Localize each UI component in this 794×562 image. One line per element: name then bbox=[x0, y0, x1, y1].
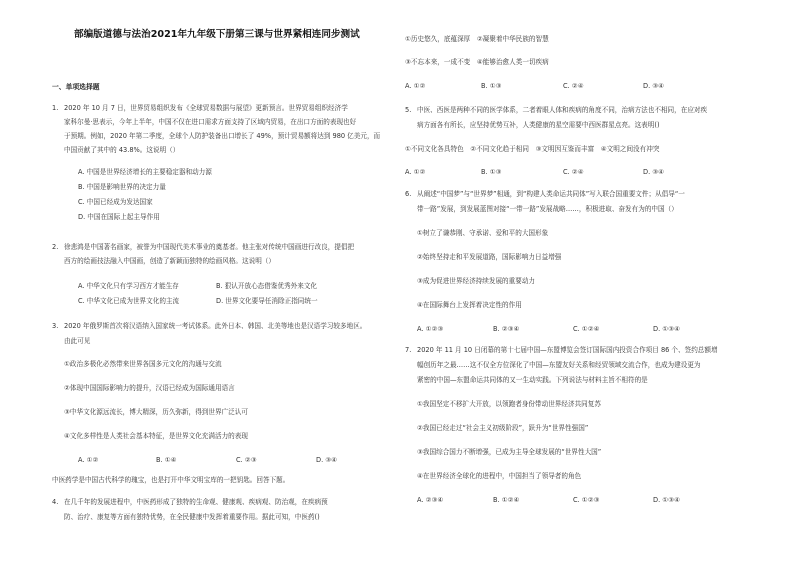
right-column bbox=[397, 0, 794, 562]
section-heading: 一、单项选择题 bbox=[52, 83, 100, 91]
answer-option-a[interactable]: A. 中华文化只有学习西方才能生存 bbox=[78, 282, 179, 290]
answer-option-b[interactable]: B. ①③ bbox=[481, 82, 502, 90]
question-text: 中国贡献了其中的 43.8%。这说明（） bbox=[64, 146, 180, 154]
question-number: 5. bbox=[405, 106, 412, 114]
answer-option[interactable]: D. 中国在国际上起主导作用 bbox=[78, 213, 160, 221]
question-text: 西方的绘画技法融入中国画，创造了新颖而独特的绘画风格。这说明（） bbox=[64, 257, 275, 265]
question-number: 2. bbox=[52, 243, 59, 251]
answer-option[interactable]: C. 中国已经成为发达国家 bbox=[78, 198, 153, 206]
answer-option-a[interactable]: A. ①② bbox=[78, 456, 99, 464]
answer-option-a[interactable]: A. ①② bbox=[405, 82, 426, 90]
question-text: 从阐述“中国梦”与“世界梦”相通，到“构建人类命运共同体”写入联合国重要文件；从倡导“一 bbox=[417, 190, 685, 198]
statement-item: ②始终坚持走和平发展道路，国际影响力日益增强 bbox=[417, 253, 562, 261]
question-text: 徐悲鸿是中国著名画家，被誉为中国现代美术事业的奠基者。他主张对传统中国画进行改良，提倡把 bbox=[64, 243, 355, 251]
question-number: 6. bbox=[405, 190, 412, 198]
statement-item: ③成为促进世界经济持续发展的重要动力 bbox=[417, 277, 536, 285]
statement-item: ③不忘本来，一成不变 ④能够治愈人类一切疾病 bbox=[405, 58, 549, 66]
answer-option-a[interactable]: A. ①② bbox=[405, 168, 426, 176]
question-text: 紧密的中国—东盟命运共同体的又一生动实践。下列说法与材料主旨不相符的是 bbox=[417, 376, 648, 384]
question-text: 中医、西医是两种不同的医学体系，二者着眼人体和疾病的角度不同，治病方法也不相同，在应对疾 bbox=[417, 106, 708, 114]
answer-option[interactable]: A. 中国是世界经济增长的主要稳定器和动力源 bbox=[78, 168, 212, 176]
answer-option-b[interactable]: B. 狠认开放心态借鉴优秀外来文化 bbox=[216, 282, 318, 290]
question-number: 7. bbox=[405, 346, 412, 354]
question-text: 在几千年的发展进程中，中医药形成了独特的生命观、健康观、疾病观、防治观，在疾病预 bbox=[64, 498, 328, 506]
answer-option-d[interactable]: D. ①③④ bbox=[653, 325, 681, 333]
question-number: 1. bbox=[52, 104, 59, 112]
question-text: 带一路”发展，到发展蓝图对接“一带一路”发展战略……，积极进取、奋发有为的中国（） bbox=[417, 205, 678, 213]
answer-option-d[interactable]: D. ③④ bbox=[643, 82, 665, 90]
question-text: 幅创历年之最……这不仅全方位深化了中国—东盟友好关系和经贸领域交流合作，也成为建设更为 bbox=[417, 361, 701, 369]
question-number: 3. bbox=[52, 322, 59, 330]
answer-option-d[interactable]: D. 世界文化要导任消除正指同统一 bbox=[216, 297, 318, 305]
question-text: 防、治疗、康复等方面有独特优势，在全民健康中发挥着重要作用。据此可知，中医药() bbox=[64, 513, 320, 521]
answer-option-a[interactable]: A. ②③④ bbox=[417, 496, 444, 504]
answer-option-c[interactable]: C. ②③ bbox=[236, 456, 257, 464]
answer-option-c[interactable]: C. ②④ bbox=[563, 82, 584, 90]
answer-option-c[interactable]: C. ②④ bbox=[563, 168, 584, 176]
answer-option-d[interactable]: D. ①③④ bbox=[653, 496, 681, 504]
answer-option[interactable]: B. 中国是影响世界的决定力量 bbox=[78, 183, 166, 191]
question-text: 2020 年俄罗斯首次将汉语纳入国家统一考试体系。此外日本、韩国、北美等地也是汉语学习较多地区。 bbox=[64, 322, 367, 330]
statement-item: ④在国际舞台上发挥着决定性的作用 bbox=[417, 301, 522, 309]
statement-item: ②体现中国国际影响力的提升，汉语已经成为国际通用语言 bbox=[64, 384, 235, 392]
answer-option-c[interactable]: C. ①②③ bbox=[573, 496, 600, 504]
answer-option-d[interactable]: D. ③④ bbox=[643, 168, 665, 176]
statement-item: ③中华文化源远流长，博大精深，历久弥新，得到世界广泛认可 bbox=[64, 408, 248, 416]
statement-item: ④在世界经济全球化的进程中，中国担当了领导者的角色 bbox=[417, 472, 582, 480]
passage-intro: 中医药学是中国古代科学的瑰宝，也是打开中华文明宝库的一把钥匙。回答下题。 bbox=[52, 476, 290, 484]
statement-item: ①我国坚定不移扩大开放，以领跑者身份带动世界经济共同复苏 bbox=[417, 400, 601, 408]
answer-option-b[interactable]: B. ②③④ bbox=[493, 325, 520, 333]
statement-item: ②我国已经走过“社会主义初级阶段”，跃升为“世界性强国” bbox=[417, 424, 589, 432]
statement-item: ③我国综合国力不断增强，已成为主导全球发展的“世界性大国” bbox=[417, 448, 602, 456]
statement-item: ①树立了谦恭刚、守承诺、爱和平的大国形象 bbox=[417, 229, 549, 237]
question-text: 家科尔曼·思表示，今年上半年，中国不仅在进口需求方面支持了区域内贸易，在出口方面的表现也好 bbox=[64, 118, 357, 126]
answer-option-b[interactable]: B. ①③ bbox=[481, 168, 502, 176]
answer-option-a[interactable]: A. ①②③ bbox=[417, 325, 444, 333]
question-text: 于预期。例如，2020 年第二季度，全球个人防护装备出口增长了 49%，预计贸易额将达到 980 亿美元，而 bbox=[64, 132, 381, 140]
statement-item: ④文化多样性是人类社会基本特征，是世界文化充满活力的表现 bbox=[64, 432, 248, 440]
question-text: 由此可见 bbox=[64, 337, 91, 345]
question-number: 4. bbox=[52, 498, 59, 506]
answer-option-c[interactable]: C. 中华文化已成为世界文化的主流 bbox=[78, 297, 180, 305]
answer-option-d[interactable]: D. ③④ bbox=[316, 456, 338, 464]
statement-item: ①不同文化各具特色 ②不同文化趋于相同 ③文明因互鉴而丰富 ④文明之间没有冲突 bbox=[405, 145, 660, 153]
question-text: 2020 年 11 月 10 日闭幕的第十七届中国—东盟博览会签订国际国内投资合作项目 86 个、签约总额增 bbox=[417, 346, 718, 354]
document-title: 部编版道德与法治2021年九年级下册第三课与世界紧相连同步测试 bbox=[74, 29, 360, 40]
statement-item: ①政治多极化必然带来世界各国多元文化的沟通与交流 bbox=[64, 360, 222, 368]
answer-option-b[interactable]: B. ①④ bbox=[156, 456, 177, 464]
answer-option-b[interactable]: B. ①②④ bbox=[493, 496, 520, 504]
question-text: 2020 年 10 月 7 日，世界贸易组织发布《全球贸易数据与展望》更新预言。世界贸易组织经济学 bbox=[64, 104, 348, 112]
question-text: 病方面各有所长，应坚持优势互补，人类健康的星空需要中西医群星点亮。这表明() bbox=[417, 121, 660, 129]
statement-item: ①历史悠久，底蕴深厚 ②凝聚着中华民族的智慧 bbox=[405, 35, 549, 43]
answer-option-c[interactable]: C. ①②④ bbox=[573, 325, 600, 333]
